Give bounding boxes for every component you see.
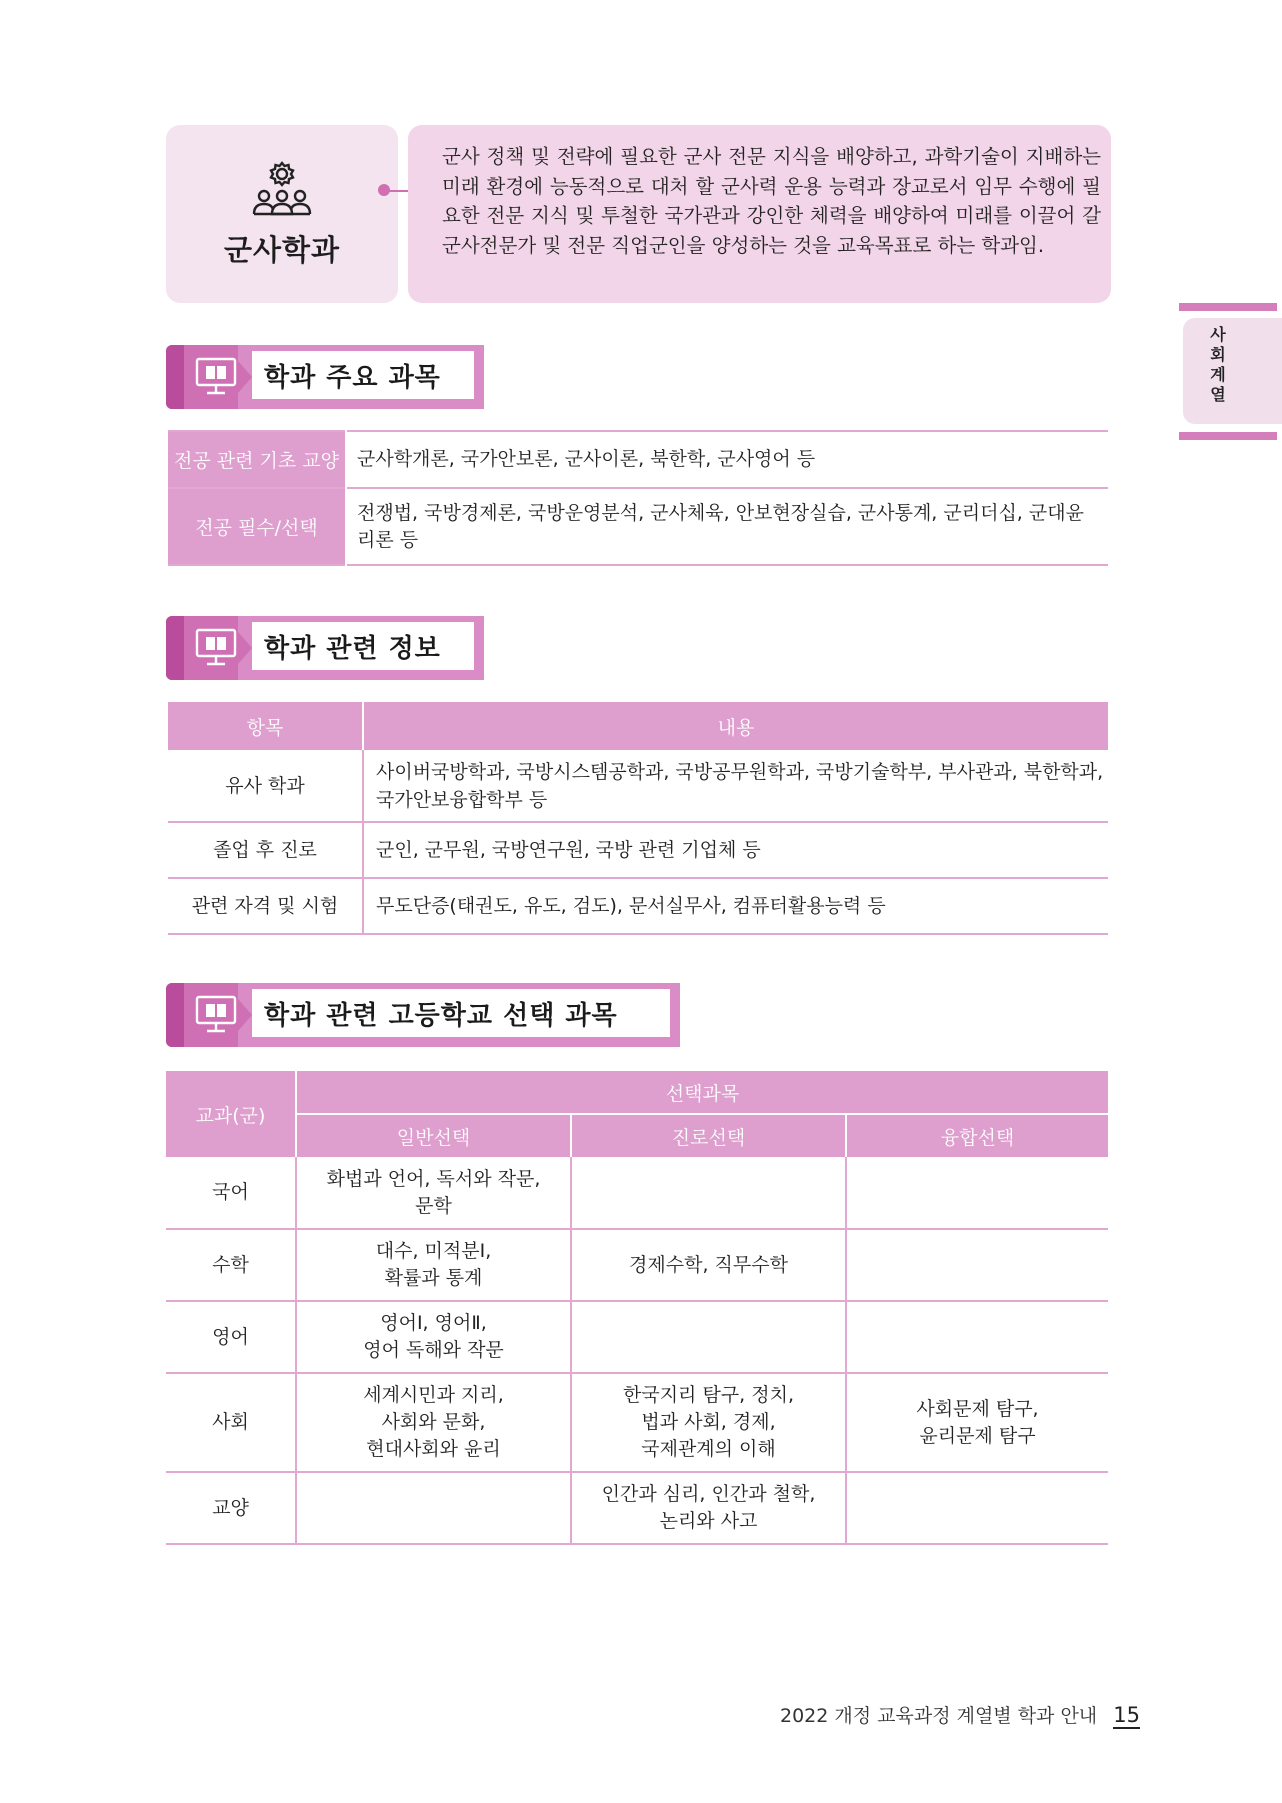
- table-header-row: [166, 1071, 1108, 1114]
- side-tab-char: 회: [1210, 345, 1226, 364]
- fusion-cell: [846, 1472, 1108, 1544]
- section-header-notch: [238, 632, 252, 664]
- monitor-book-icon: [194, 626, 238, 670]
- section-header-accent: [166, 616, 184, 680]
- footer-text: 2022 개정 교육과정 계열별 학과 안내: [780, 1705, 1098, 1727]
- general-cell: [296, 1472, 571, 1544]
- side-tab-char: 열: [1210, 385, 1226, 404]
- row-label: 졸업 후 진로: [168, 822, 363, 878]
- column-header: 항목: [168, 702, 363, 750]
- side-tab-char: 사: [1210, 325, 1226, 344]
- section-title: 학과 관련 정보: [252, 622, 474, 670]
- section-title: 학과 관련 고등학교 선택 과목: [252, 989, 670, 1037]
- career-cell: [571, 1157, 846, 1229]
- subject-cell: 국어: [166, 1157, 296, 1229]
- career-cell: 경제수학, 직무수학: [571, 1229, 846, 1301]
- department-description: [408, 125, 1111, 303]
- general-cell: 영어Ⅰ, 영어Ⅱ, 영어 독해와 작문: [296, 1301, 571, 1373]
- section-header-accent: [166, 983, 184, 1047]
- section-header-major-courses: [166, 345, 484, 409]
- table-row: [166, 1373, 1108, 1472]
- description-text: 군사 정책 및 전략에 필요한 군사 전문 지식을 배양하고, 과학기술이 지배하는 미래 환경에 능동적으로 대처 할 군사력 운용 능력과 장교로서 임무 수행에 필요한 전문 지식 및 투철한 국가관과 강인한 체력을 배양하여 미래를 이끌어 갈 군사전문가 및 전문 직업군인을 양성하는 것을 교육목표로 하는 학과임.: [442, 145, 1101, 257]
- general-cell: 대수, 미적분Ⅰ, 확률과 통계: [296, 1229, 571, 1301]
- row-label: 관련 자격 및 시험: [168, 878, 363, 934]
- row-value: 군사학개론, 국가안보론, 군사이론, 북한학, 군사영어 등: [346, 431, 1108, 488]
- fusion-cell: 사회문제 탐구, 윤리문제 탐구: [846, 1373, 1108, 1472]
- table-header-row: [166, 1114, 1108, 1157]
- page-number: 15: [1113, 1703, 1140, 1727]
- column-header: 진로선택: [571, 1114, 846, 1157]
- page-footer: [780, 1701, 1140, 1728]
- side-tab-bar: [1179, 303, 1277, 311]
- general-cell: 세계시민과 지리, 사회와 문화, 현대사회와 윤리: [296, 1373, 571, 1472]
- table-row: [168, 878, 1108, 934]
- career-cell: [571, 1301, 846, 1373]
- subject-cell: 수학: [166, 1229, 296, 1301]
- career-cell: 한국지리 탐구, 정치, 법과 사회, 경제, 국제관계의 이해: [571, 1373, 846, 1472]
- related-info-table: [168, 702, 1108, 935]
- side-tab-char: 계: [1210, 365, 1226, 384]
- section-title: 학과 주요 과목: [252, 351, 474, 399]
- column-header: 융합선택: [846, 1114, 1108, 1157]
- row-value: 무도단증(태권도, 유도, 검도), 문서실무사, 컴퓨터활용능력 등: [363, 878, 1108, 934]
- row-label: 유사 학과: [168, 750, 363, 822]
- column-header: 일반선택: [296, 1114, 571, 1157]
- fusion-cell: [846, 1229, 1108, 1301]
- fusion-cell: [846, 1157, 1108, 1229]
- table-row: [166, 1472, 1108, 1544]
- subject-cell: 교양: [166, 1472, 296, 1544]
- section-header-related-info: [166, 616, 484, 680]
- monitor-book-icon: [194, 993, 238, 1037]
- monitor-book-icon: [194, 355, 238, 399]
- column-header: 내용: [363, 702, 1108, 750]
- column-header: 교과(군): [166, 1071, 296, 1157]
- table-row: [166, 1157, 1108, 1229]
- column-header: 선택과목: [296, 1071, 1108, 1114]
- row-value: 군인, 군무원, 국방연구원, 국방 관련 기업체 등: [363, 822, 1108, 878]
- row-value: 사이버국방학과, 국방시스템공학과, 국방공무원학과, 국방기술학부, 부사관과, 북한학과, 국가안보융합학부 등: [363, 750, 1108, 822]
- row-label: 전공 필수/선택: [168, 488, 346, 565]
- career-cell: 인간과 심리, 인간과 철학, 논리와 사고: [571, 1472, 846, 1544]
- side-tab-label: [1200, 325, 1236, 405]
- row-value: 전쟁법, 국방경제론, 국방운영분석, 군사체육, 안보현장실습, 군사통계, 군리더십, 군대윤리론 등: [346, 488, 1108, 565]
- row-label: 전공 관련 기초 교양: [168, 431, 346, 488]
- table-row: [168, 750, 1108, 822]
- hs-courses-table: [166, 1071, 1108, 1545]
- department-card: [166, 125, 398, 303]
- general-cell: 화법과 언어, 독서와 작문, 문학: [296, 1157, 571, 1229]
- department-title: 군사학과: [223, 232, 341, 267]
- section-header-hs-courses: [166, 983, 680, 1047]
- section-header-accent: [166, 345, 184, 409]
- table-row: [168, 488, 1108, 565]
- table-row: [166, 1301, 1108, 1373]
- side-tab-bar: [1179, 432, 1277, 440]
- subject-cell: 영어: [166, 1301, 296, 1373]
- table-header-row: [168, 702, 1108, 750]
- gear-people-icon: [250, 160, 314, 222]
- table-row: [168, 822, 1108, 878]
- table-row: [166, 1229, 1108, 1301]
- section-header-notch: [238, 361, 252, 393]
- major-courses-table: [168, 430, 1108, 566]
- subject-cell: 사회: [166, 1373, 296, 1472]
- section-header-notch: [238, 999, 252, 1031]
- table-row: [168, 431, 1108, 488]
- fusion-cell: [846, 1301, 1108, 1373]
- connector-dot: [378, 184, 390, 196]
